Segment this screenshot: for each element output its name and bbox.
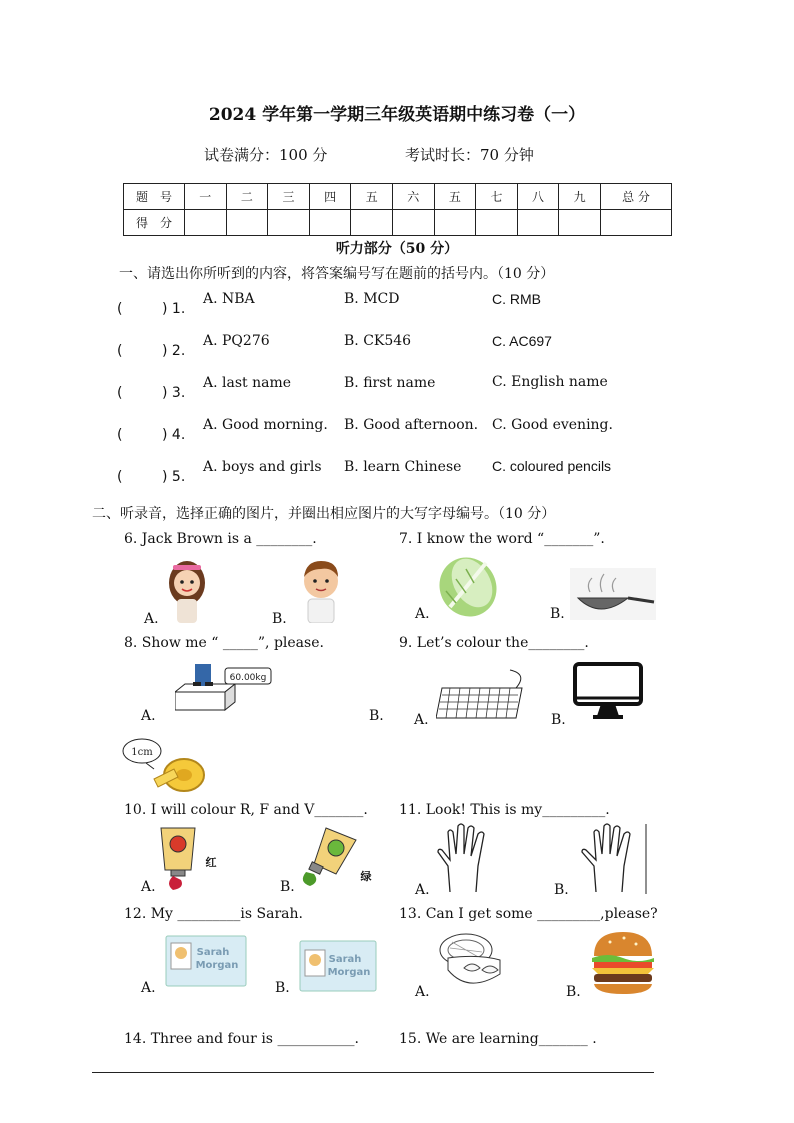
score-input-cell[interactable] bbox=[351, 210, 393, 236]
answer-paren-open[interactable]: ( bbox=[117, 427, 123, 443]
listening-title: 听力部分（50 分） bbox=[335, 241, 459, 257]
table-cell: 二 bbox=[226, 184, 268, 210]
footer-divider bbox=[92, 1072, 654, 1073]
question-12: 12. My _________is Sarah. bbox=[124, 906, 303, 922]
label-b[interactable]: B. bbox=[275, 980, 290, 996]
score-input-cell[interactable] bbox=[309, 210, 351, 236]
table-cell: 一 bbox=[185, 184, 227, 210]
green-paint-tube-image[interactable] bbox=[296, 826, 376, 890]
name-card-image[interactable] bbox=[299, 940, 377, 992]
label-a[interactable]: A. bbox=[144, 611, 159, 627]
keyboard-image[interactable] bbox=[436, 668, 530, 722]
score-input-cell[interactable] bbox=[185, 210, 227, 236]
label-b[interactable]: B. bbox=[554, 882, 569, 898]
option-a[interactable]: A. Good morning. bbox=[203, 417, 328, 433]
question-10: 10. I will colour R, F and V_______. bbox=[124, 802, 368, 818]
question-number: ) 5. bbox=[162, 469, 186, 485]
option-b[interactable]: B. first name bbox=[344, 375, 436, 391]
section2-heading: 二、听录音，选择正确的图片，并圈出相应图片的大写字母编号。（10 分） bbox=[92, 506, 556, 522]
page-title: 2024 学年第一学期三年级英语期中练习卷（一） bbox=[208, 105, 586, 125]
table-cell: 三 bbox=[268, 184, 310, 210]
label-a[interactable]: A. bbox=[415, 984, 430, 1000]
option-b[interactable]: B. Good afternoon. bbox=[344, 417, 479, 433]
score-input-cell[interactable] bbox=[517, 210, 559, 236]
option-a[interactable]: A. boys and girls bbox=[203, 459, 322, 475]
question-15: 15. We are learning_______ . bbox=[399, 1031, 597, 1047]
label-b[interactable]: B. bbox=[550, 606, 565, 622]
score-input-cell[interactable] bbox=[268, 210, 310, 236]
option-a[interactable]: A. last name bbox=[203, 375, 292, 391]
table-cell: 总 分 bbox=[601, 184, 672, 210]
score-table-header-row bbox=[124, 184, 672, 210]
answer-paren-open[interactable]: ( bbox=[117, 385, 123, 401]
question-6: 6. Jack Brown is a ________. bbox=[124, 531, 317, 547]
label-a[interactable]: A. bbox=[141, 879, 156, 895]
hand-outline-image[interactable] bbox=[436, 822, 500, 894]
option-c[interactable]: C. RMB bbox=[492, 291, 541, 307]
steamer-dumplings-image[interactable] bbox=[438, 930, 518, 998]
score-input-cell[interactable] bbox=[476, 210, 518, 236]
card-first-name: Sarah bbox=[328, 954, 362, 965]
option-b[interactable]: B. CK546 bbox=[344, 333, 412, 349]
option-c[interactable]: C. Good evening. bbox=[492, 417, 613, 433]
cabbage-image[interactable] bbox=[436, 553, 500, 619]
green-character: 绿 bbox=[360, 870, 372, 883]
answer-paren-open[interactable]: ( bbox=[117, 343, 123, 359]
table-cell: 得 分 bbox=[124, 210, 185, 236]
exam-duration: 考试时长：70 分钟 bbox=[405, 146, 534, 164]
table-cell: 六 bbox=[392, 184, 434, 210]
option-a[interactable]: A. NBA bbox=[203, 291, 255, 307]
option-b[interactable]: B. learn Chinese bbox=[344, 459, 462, 475]
table-cell: 五 bbox=[434, 184, 476, 210]
question-13: 13. Can I get some _________,please? bbox=[399, 906, 658, 922]
question-9: 9. Let’s colour the________. bbox=[399, 635, 589, 651]
table-cell: 五 bbox=[351, 184, 393, 210]
red-character: 红 bbox=[205, 856, 217, 869]
scale-reading: 60.00kg bbox=[229, 673, 267, 683]
label-b[interactable]: B. bbox=[566, 984, 581, 1000]
scale-image[interactable] bbox=[175, 662, 273, 712]
section1-heading: 一、请选出你所听到的内容，将答案编号写在题前的括号内。（10 分） bbox=[119, 266, 555, 282]
tape-label: 1cm bbox=[131, 747, 153, 758]
option-b[interactable]: B. MCD bbox=[344, 291, 400, 307]
red-paint-tube-image[interactable] bbox=[155, 826, 227, 892]
option-c[interactable]: C. coloured pencils bbox=[492, 458, 612, 474]
label-b[interactable]: B. bbox=[280, 879, 295, 895]
question-14: 14. Three and four is ___________. bbox=[124, 1031, 359, 1047]
hand-outline-image[interactable] bbox=[576, 822, 650, 894]
question-8: 8. Show me “ _____”, please. bbox=[124, 635, 324, 651]
question-number: ) 2. bbox=[162, 343, 186, 359]
question-7: 7. I know the word “_______”. bbox=[399, 531, 605, 547]
score-input-cell[interactable] bbox=[601, 210, 672, 236]
full-marks: 试卷满分：100 分 bbox=[204, 146, 328, 164]
wok-image[interactable] bbox=[570, 568, 656, 620]
label-a[interactable]: A. bbox=[415, 606, 430, 622]
answer-paren-open[interactable]: ( bbox=[117, 469, 123, 485]
score-table-score-row bbox=[124, 210, 672, 236]
table-cell: 九 bbox=[559, 184, 601, 210]
monitor-image[interactable] bbox=[573, 662, 643, 720]
table-cell: 题 号 bbox=[124, 184, 185, 210]
label-b[interactable]: B. bbox=[369, 708, 384, 724]
table-cell: 七 bbox=[476, 184, 518, 210]
score-input-cell[interactable] bbox=[559, 210, 601, 236]
score-input-cell[interactable] bbox=[392, 210, 434, 236]
label-a[interactable]: A. bbox=[141, 980, 156, 996]
table-cell: 四 bbox=[309, 184, 351, 210]
hamburger-image[interactable] bbox=[588, 928, 658, 996]
tape-measure-image[interactable] bbox=[122, 737, 214, 795]
name-card-image[interactable] bbox=[165, 935, 247, 987]
girl-image[interactable] bbox=[163, 555, 211, 623]
boy-image[interactable] bbox=[296, 553, 346, 623]
score-input-cell[interactable] bbox=[226, 210, 268, 236]
option-a[interactable]: A. PQ276 bbox=[203, 333, 270, 349]
card-first-name: Sarah bbox=[196, 947, 230, 958]
card-last-name: Morgan bbox=[327, 967, 371, 978]
question-number: ) 4. bbox=[162, 427, 186, 443]
label-a[interactable]: A. bbox=[414, 712, 429, 728]
question-number: ) 3. bbox=[162, 385, 186, 401]
question-number: ) 1. bbox=[162, 301, 186, 317]
answer-paren-open[interactable]: ( bbox=[117, 301, 123, 317]
option-c[interactable]: C. English name bbox=[492, 374, 608, 390]
score-table bbox=[123, 183, 672, 236]
score-input-cell[interactable] bbox=[434, 210, 476, 236]
option-c[interactable]: C. AC697 bbox=[492, 333, 552, 349]
label-b[interactable]: B. bbox=[551, 712, 566, 728]
question-11: 11. Look! This is my_________. bbox=[399, 802, 610, 818]
table-cell: 八 bbox=[517, 184, 559, 210]
label-a[interactable]: A. bbox=[141, 708, 156, 724]
card-last-name: Morgan bbox=[195, 960, 239, 971]
label-a[interactable]: A. bbox=[415, 882, 430, 898]
label-b[interactable]: B. bbox=[272, 611, 287, 627]
